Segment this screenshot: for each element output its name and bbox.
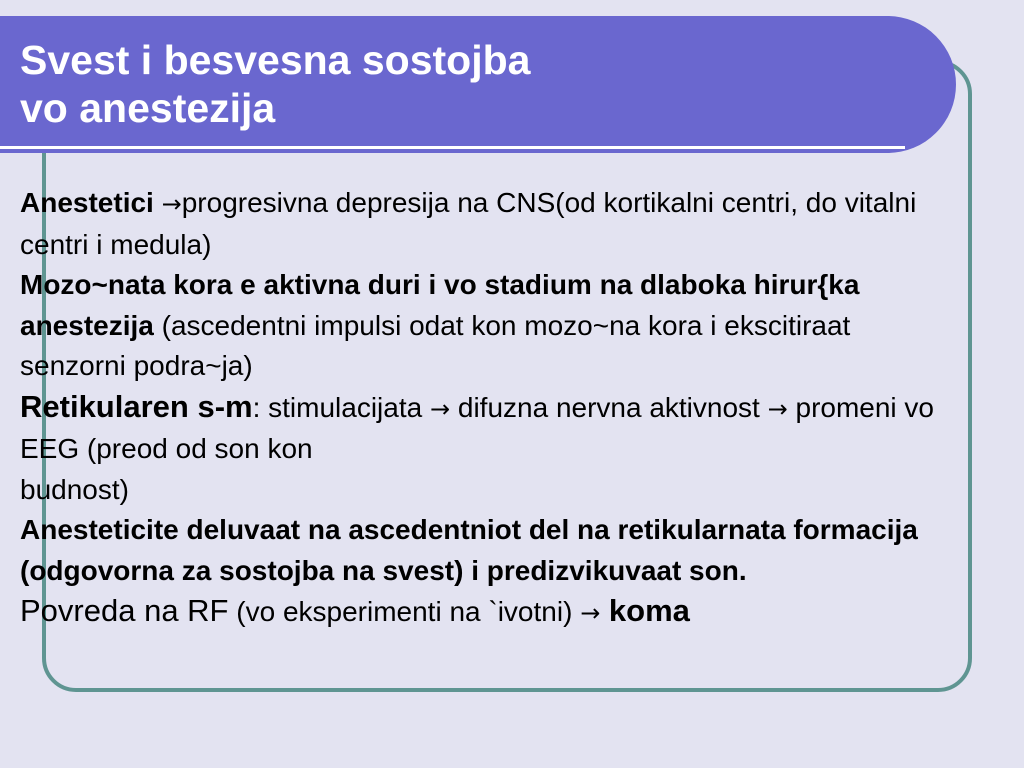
slide-title — [20, 36, 530, 132]
p1-text: progresivna depresija na CNS(od kortikalni centri, do vitalni centri i medula) — [20, 187, 917, 260]
arrow-right-icon: → — [161, 190, 182, 218]
p2-text: (ascedentni impulsi odat kon mozo~na kora i ekscitiraat senzorni podra~ja) — [20, 309, 851, 381]
p3-text-4: budnost) — [20, 473, 129, 505]
p5-lead: Povreda na RF — [20, 593, 229, 628]
term-koma: koma — [600, 593, 690, 628]
p2-bold: Mozo~nata kora e aktivna duri i vo stadium na dlaboka hirur{ka anestezija — [20, 269, 860, 341]
paragraph-anestetici — [20, 183, 950, 265]
title-line-2: vo anestezija — [20, 85, 276, 131]
slide-body — [20, 183, 950, 634]
paragraph-povreda — [20, 591, 950, 634]
term-anestetici: Anestetici — [20, 187, 154, 218]
arrow-right-icon: → — [429, 394, 451, 423]
p3-text-1: : stimulacijata — [252, 391, 430, 423]
title-underline — [0, 146, 905, 149]
arrow-right-icon: → — [580, 599, 601, 627]
term-retikularen: Retikularen s-m — [20, 388, 253, 424]
title-line-1: Svest i besvesna sostojba — [20, 37, 531, 83]
paragraph-mozocna-kora — [20, 265, 950, 387]
paragraph-retikularen — [20, 387, 950, 511]
arrow-right-icon: → — [767, 394, 788, 423]
p5-text: (vo eksperimenti na `ivotni) — [228, 596, 581, 627]
paragraph-anesteticite: Anesteticite deluvaat na ascedentniot del na retikularnata formacija (odgovorna za sostojba na svest) i predizvikuvaat son. — [20, 514, 918, 586]
title-bar — [0, 16, 956, 153]
p3-text-2: difuzna nervna aktivnost — [450, 391, 768, 423]
p3-text-3: promeni vo EEG (preod od son kon — [20, 391, 935, 464]
